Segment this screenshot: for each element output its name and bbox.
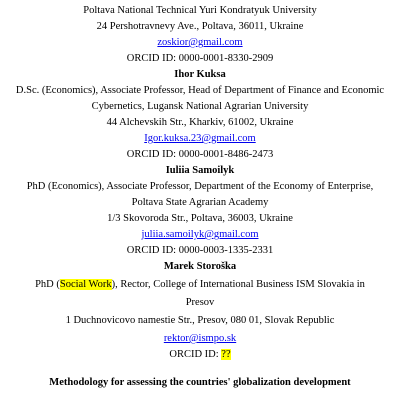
- author3-address: 1/3 Skovoroda Str., Poltava, 36003, Ukraine: [107, 213, 293, 224]
- article-title: Methodology for assessing the countries' globalization development: [49, 377, 351, 388]
- author4-title-suffix: ), Rector, College of International Business ISM Slovakia in: [111, 279, 365, 290]
- author4-orcid-value: ??: [221, 349, 231, 360]
- author2-email-line: [0, 132, 400, 145]
- author1-email-link[interactable]: zoskior@gmail.com: [157, 37, 243, 48]
- author4-name: Marek Storoška: [163, 261, 237, 272]
- author1-email-line: [0, 36, 400, 49]
- author3-title-line2: Poltava State Agrarian Academy: [131, 197, 269, 208]
- author2-title-line2: Cybernetics, Lugansk National Agrarian University: [91, 101, 309, 112]
- author4-orcid-label: ORCID ID:: [169, 349, 222, 360]
- author2-orcid: ORCID ID: 0000-0001-8486-2473: [126, 149, 274, 160]
- author4-title-highlight: Social Work: [59, 279, 112, 290]
- author2-email-link[interactable]: Igor.kuksa.23@gmail.com: [144, 133, 256, 144]
- author1-address: 24 Pershotravnevy Ave., Poltava, 36011, Ukraine: [96, 21, 304, 32]
- author3-email-link[interactable]: juliia.samoilyk@gmail.com: [141, 229, 259, 240]
- author2-name: Ihor Kuksa: [174, 69, 226, 80]
- author4-title-line1: [0, 278, 400, 291]
- author3-name: Iuliia Samoilyk: [165, 165, 235, 176]
- author4-email-line: [0, 332, 400, 345]
- author4-title-line2: Presov: [185, 297, 215, 308]
- author3-title-line1: PhD (Economics), Associate Professor, Department of the Economy of Enterprise,: [26, 181, 374, 192]
- author1-orcid: ORCID ID: 0000-0001-8330-2909: [126, 53, 274, 64]
- author3-orcid: ORCID ID: 0000-0003-1335-2331: [126, 245, 274, 256]
- author4-title-prefix: PhD (: [35, 279, 60, 290]
- author4-email-link[interactable]: rektor@ismpo.sk: [163, 333, 237, 344]
- author3-email-line: [0, 228, 400, 241]
- author1-institution: Poltava National Technical Yuri Kondratyuk University: [83, 5, 317, 16]
- author4-address: 1 Duchnovicovo namestie Str., Presov, 080 01, Slovak Republic: [65, 315, 335, 326]
- author4-orcid: [0, 348, 400, 361]
- author2-address: 44 Alchevskih Str., Kharkiv, 61002, Ukraine: [106, 117, 294, 128]
- author2-title-line1: D.Sc. (Economics), Associate Professor, Head of Department of Finance and Economic: [15, 85, 385, 96]
